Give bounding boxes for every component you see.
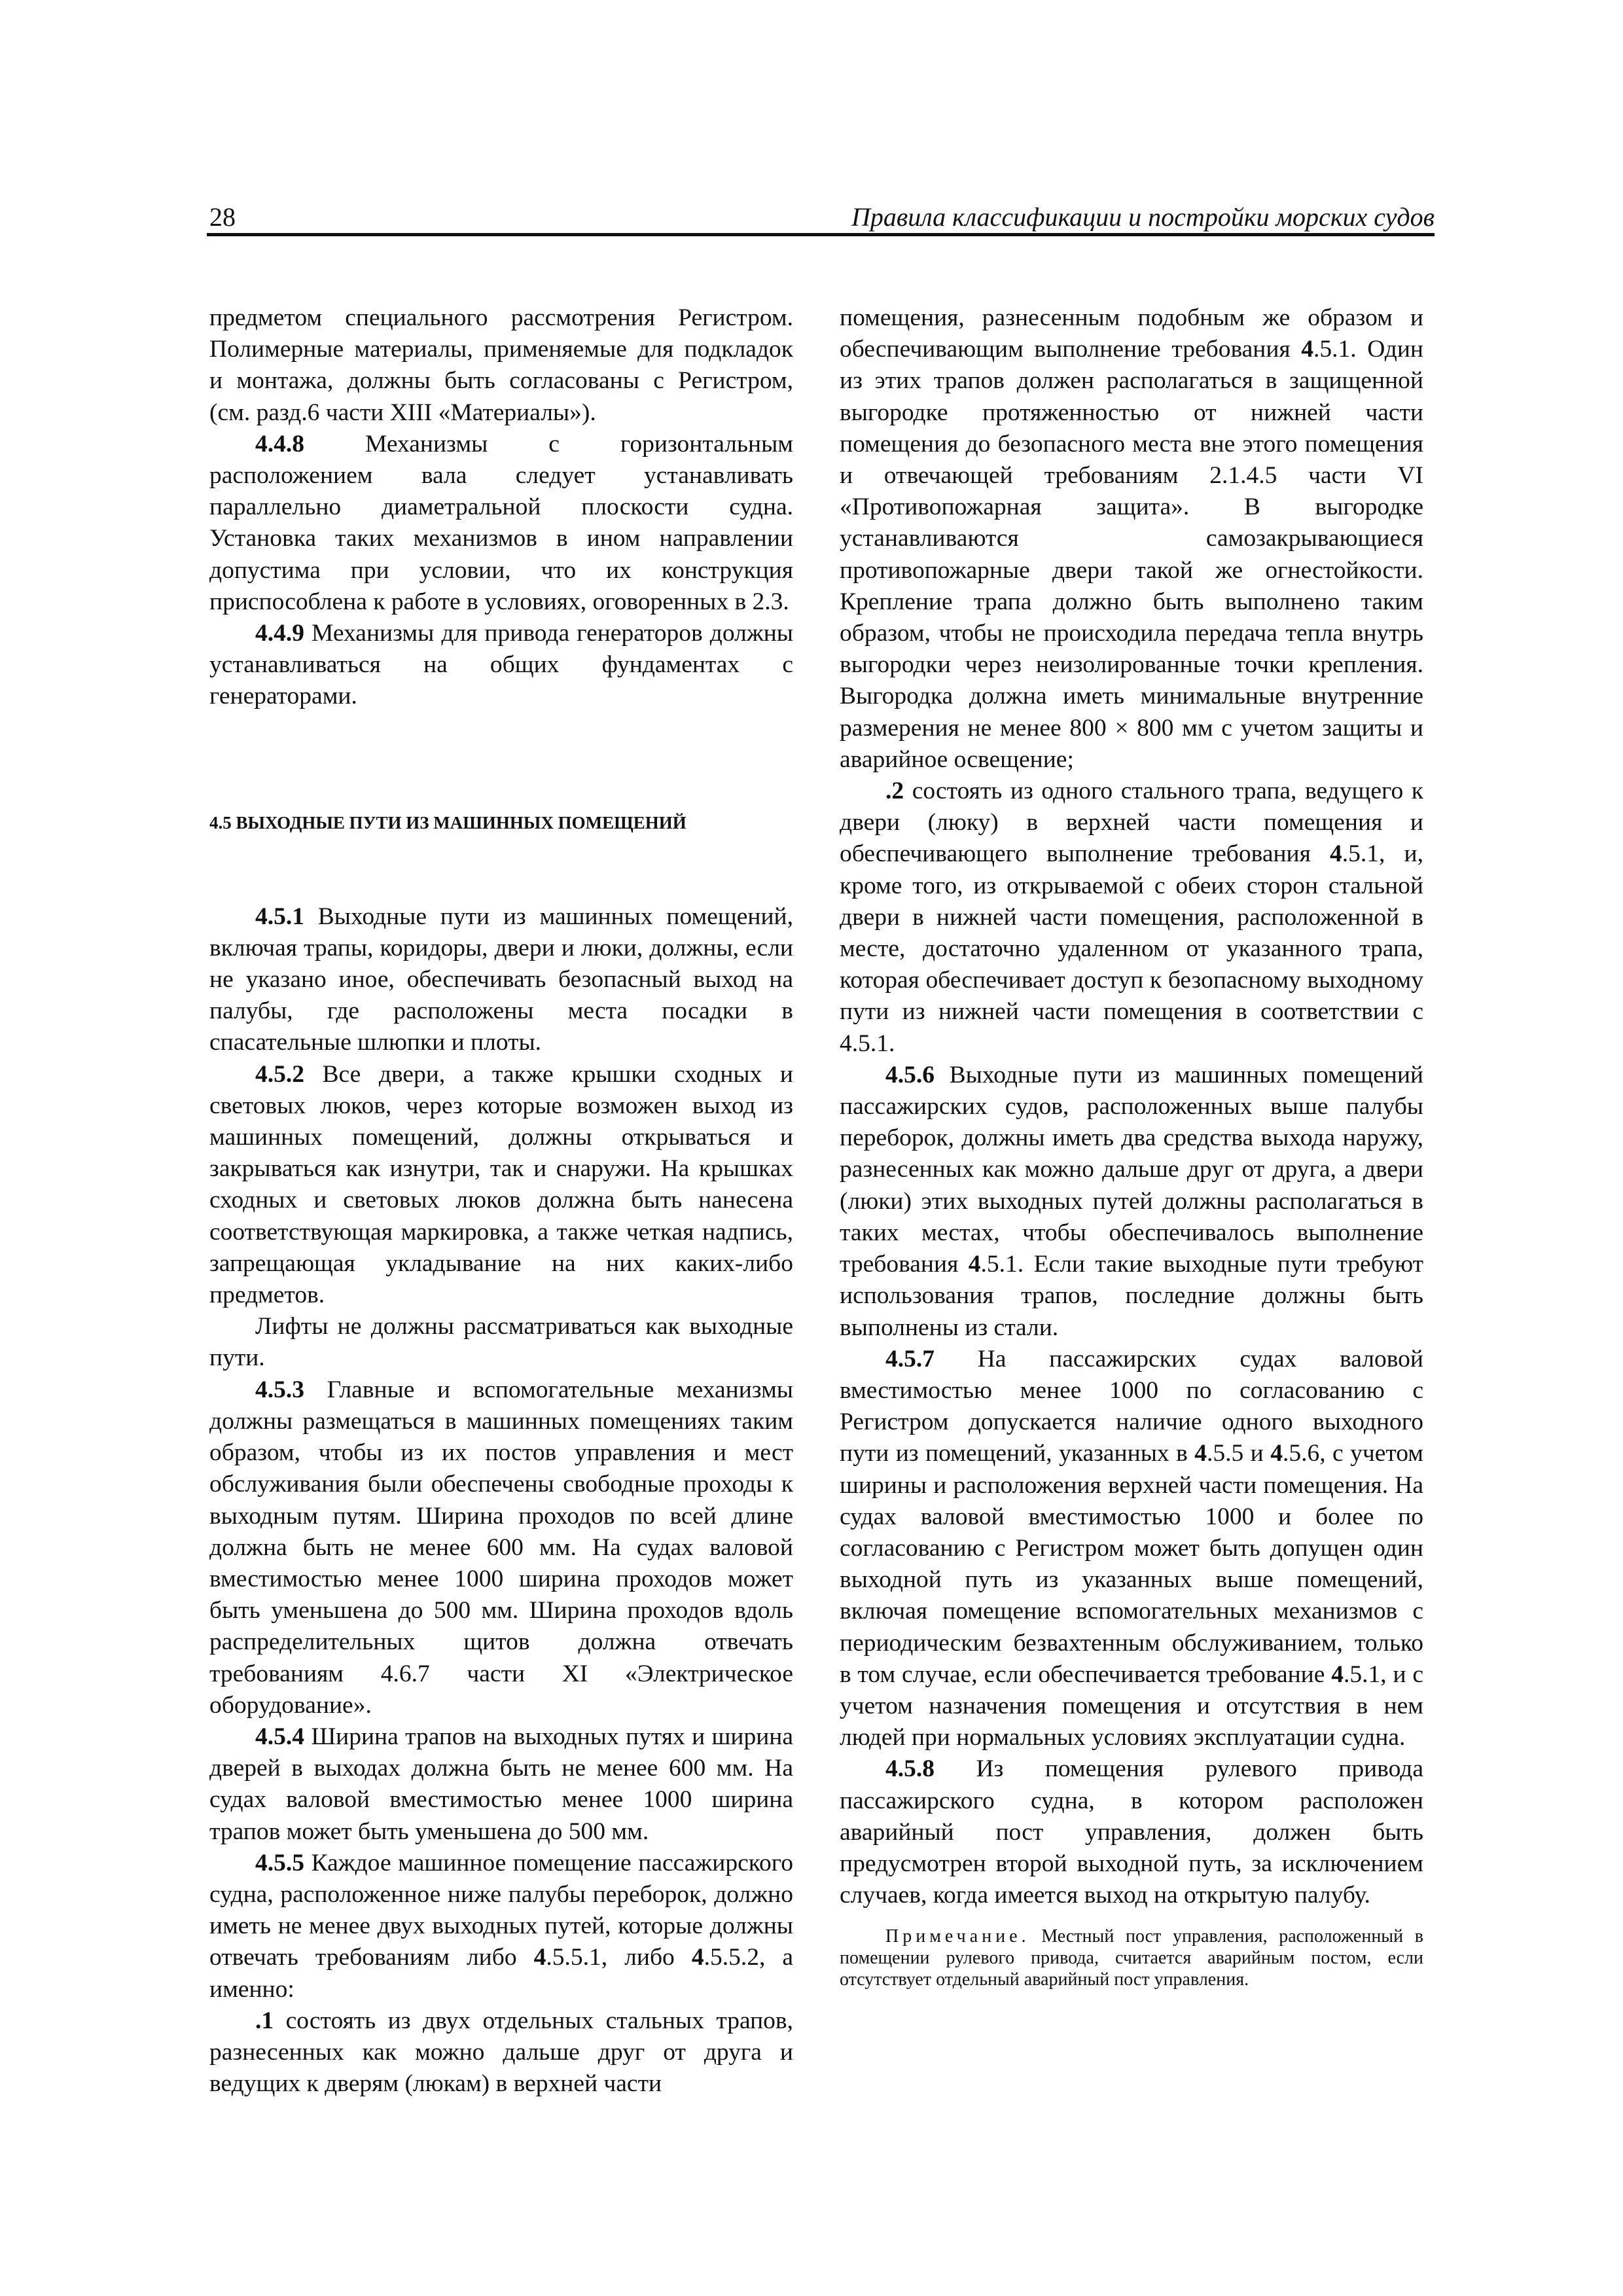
paragraph-4-4-9: 4.4.9 Механизмы для привода генераторов должны устанавливаться на общих фундаментах с генераторами. (209, 620, 793, 710)
clause-number: 4.5.4 (255, 1723, 304, 1750)
running-title: Правила классификации и постройки морских судов (851, 202, 1435, 232)
paragraph-4-5-6: 4.5.6 Выходные пути из машинных помещений пассажирских судов, расположенных выше палубы переборок, должны иметь два средства выхода наружу, разнесенных как можно дальше друг от друга, а двери (люки) этих выходных путей должны располагаться в таких местах, чтобы обеспечивалось выполнение требования 4.5.1. Если такие выходные пути требуют использования трапов, последние должны быть выполнены из стали. (840, 1061, 1424, 1341)
paragraph-4-5-7: 4.5.7 На пассажирских судах валовой вместимостью менее 1000 по согласованию с Регистром допускается наличие одного выходного пути из помещений, указанных в 4.5.5 и 4.5.6, с учетом ширины и расположения верхней части помещения. На судах валовой вместимостью 1000 и более по согласованию с Регистром может быть допущен один выходной путь из указанных выше помещений, включая помещение вспомогательных механизмов с периодическим безвахтенным обслуживанием, только в том случае, если обеспечивается требование 4.5.1, и с учетом назначения помещения и отсутствия в нем людей при нормальных условиях эксплуатации судна. (840, 1345, 1423, 1751)
paragraph-4-5-5: 4.5.5 Каждое машинное помещение пассажирского судна, расположенное ниже палубы переборок, должно иметь не менее двух выходных путей, которые должны отвечать требованиям либо 4.5.5.1, либо 4.5.5.2, а именно: (209, 1849, 793, 2003)
paragraph-lifts: Лифты не должны рассматриваться как выходные пути. (209, 1313, 793, 1372)
clause-number: 4.5.3 (255, 1376, 304, 1403)
clause-number: .1 (255, 2007, 274, 2034)
page-number: 28 (209, 202, 236, 232)
clause-number: 4.4.9 (255, 620, 304, 647)
paragraph-4-4-8: 4.4.8 Механизмы с горизонтальным расположением вала следует устанавливать параллельно диаметральной плоскости судна. Установка таких механизмов в ином направлении допустима при условии, что их конструкция приспособлена к работе в условиях, оговоренных в 2.3. (209, 430, 793, 615)
clause-number: 4.4.8 (255, 430, 304, 457)
paragraph-4-5-5-2: .2 состоять из одного стального трапа, ведущего к двери (люку) в верхней части помещения и обеспечивающего выполнение требования 4.5.1, и, кроме того, из открываемой с обеих сторон стальной двери в нижней части помещения, расположенной в месте, достаточно удаленном от указанного трапа, которая обеспечивает доступ к безопасному выходному пути из нижней части помещения в соответствии с 4.5.1. (840, 778, 1423, 1057)
clause-number: 4.5.5 (255, 1849, 304, 1876)
paragraph-4-5-8: 4.5.8 Из помещения рулевого привода пассажирского судна, в котором расположен аварийный пост управления, должен быть предусмотрен второй выходной путь, за исключением случаев, когда имеется выход на открытую палубу. (840, 1755, 1423, 1909)
clause-number: 4.5.2 (255, 1060, 304, 1088)
page-header (207, 202, 1435, 236)
paragraph-4-5-2: 4.5.2 Все двери, а также крышки сходных и световых люков, через которые возможен выход из машинных помещений, должны открываться и закрываться как изнутри, так и снаружи. На крышках сходных и световых люков должна быть нанесена соответствующая маркировка, а также четкая надпись, запрещающая укладывание на них каких-либо предметов. (209, 1060, 793, 1309)
section-title: 4.5 ВЫХОДНЫЕ ПУТИ ИЗ МАШИННЫХ ПОМЕЩЕНИЙ (209, 812, 687, 833)
paragraph-4-5-1: 4.5.1 Выходные пути из машинных помещений, включая трапы, коридоры, двери и люки, должны, если не указано иное, обеспечивать безопасный выход на палубы, где расположены места посадки в спасательные шлюпки и плоты. (209, 903, 793, 1056)
clause-number: 4.5.7 (885, 1345, 935, 1372)
right-column (840, 302, 1423, 1990)
paragraph-continued: предметом специального рассмотрения Регистром. Полимерные материалы, применяемые для подкладок и монтажа, должны быть согласованы с Регистром, (см. разд.6 части XIII «Материалы»). (209, 304, 793, 426)
note-label: Примечание. (885, 1926, 1030, 1947)
paragraph-4-5-4: 4.5.4 Ширина трапов на выходных путях и ширина дверей в выходах должна быть не менее 600 мм. На судах валовой вместимостью менее 1000 ширина трапов может быть уменьшена до 500 мм. (209, 1723, 793, 1845)
left-column (209, 302, 793, 2100)
note: Примечание. Местный пост управления, расположенный в помещении рулевого привода, считается аварийным постом, если отсутствует отдельный аварийный пост управления. (840, 1926, 1423, 1990)
paragraph-4-5-3: 4.5.3 Главные и вспомогательные механизмы должны размещаться в машинных помещениях таким образом, чтобы из их постов управления и мест обслуживания были обеспечены свободные проходы к выходным путям. Ширина проходов по всей длине должна быть не менее 600 мм. На судах валовой вместимостью менее 1000 ширина проходов может быть уменьшена до 500 мм. Ширина проходов вдоль распределительных щитов должна отвечать требованиям 4.6.7 части XI «Электрическое оборудование». (209, 1376, 793, 1719)
paragraph-continued: помещения, разнесенным подобным же образом и обеспечивающим выполнение требования 4.5.1. Один из этих трапов должен располагаться в защищенной выгородке протяженностью от нижней части помещения до безопасного места вне этого помещения и отвечающей требованиям 2.1.4.5 части VI «Противопожарная защита». В выгородке устанавливаются самозакрывающиеся противопожарные двери такой же огнестойкости. Крепление трапа должно быть выполнено таким образом, чтобы не происходила передача тепла внутрь выгородки через неизолированные точки крепления. Выгородка должна иметь минимальные внутренние размерения не менее 800 × 800 мм с учетом защиты и аварийное освещение; (840, 304, 1423, 773)
paragraph-4-5-5-1: .1 состоять из двух отдельных стальных трапов, разнесенных как можно дальше друг от друга и ведущих к дверям (люкам) в верхней части (209, 2007, 793, 2098)
clause-number: .2 (885, 778, 904, 805)
clause-number: 4.5.6 (885, 1061, 935, 1088)
clause-number: 4.5.8 (885, 1755, 935, 1783)
clause-number: 4.5.1 (255, 903, 304, 930)
